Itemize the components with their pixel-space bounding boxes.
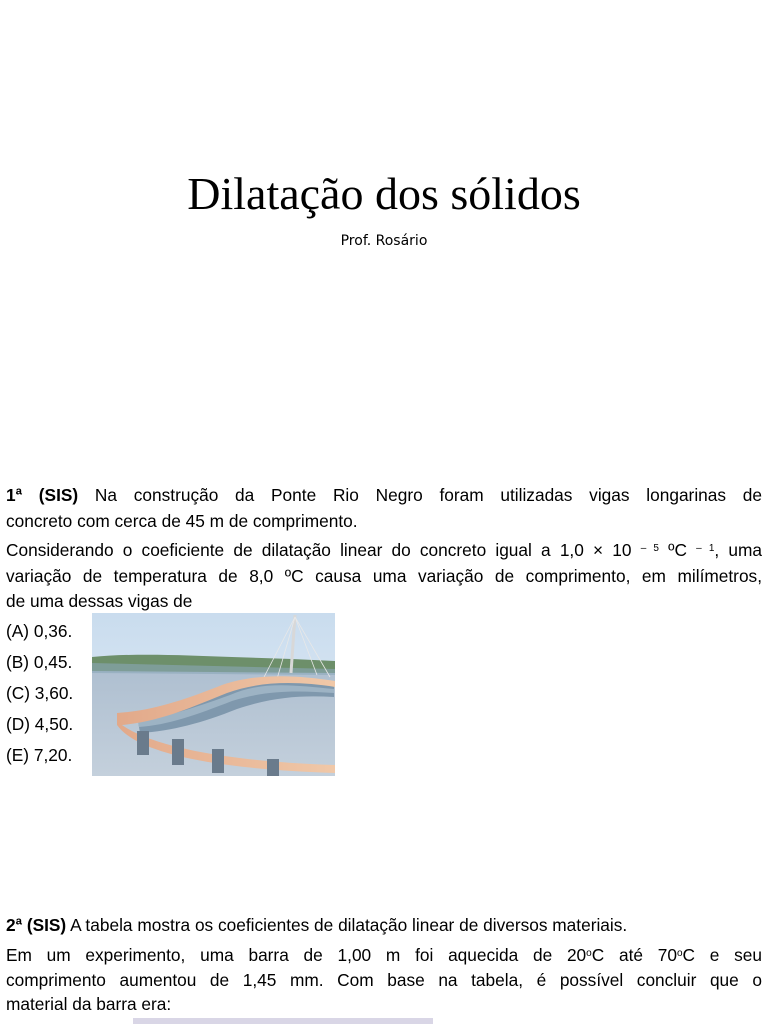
q1-context-line2: variação de temperatura de 8,0 ºC causa uma variação de comprimento, em milímetros, [6,566,762,586]
q1-source: (SIS) [38,485,79,505]
q2-degree-2: o [676,948,683,959]
q2-statement [6,912,762,938]
q1-context-line1 [6,537,762,563]
q1-context-b: ºC [668,540,687,560]
bridge-photo [92,613,335,776]
q2-context-line3: material da barra era: [6,994,172,1014]
q2-source: (SIS) [26,915,67,935]
option-c: (C) 3,60. [6,683,74,703]
q1-context-line3: de uma dessas vigas de [6,591,193,611]
q2-context-line1 [6,942,762,968]
q1-context-c: , uma [714,540,762,560]
q2-context-a: Em um experimento, uma barra de 1,00 m foi aquecida de 20 [6,945,587,965]
q1-statement [6,482,762,508]
q1-exponent-1: – 5 [640,543,659,554]
option-b: (B) 0,45. [6,652,73,672]
materials-table-top [133,1018,433,1024]
q2-context-c: C e seu [682,945,762,965]
q1-exponent-2: – 1 [696,543,715,554]
q1-context-a: Considerando o coeficiente de dilatação linear do concreto igual a 1,0 × 10 [6,540,632,560]
q2-text-line1: A tabela mostra os coeficientes de dilatação linear de diversos materiais. [70,915,628,935]
option-e: (E) 7,20. [6,745,73,765]
q1-options [6,616,73,771]
q2-degree-1: o [586,948,592,959]
q1-text-line1: Na construção da Ponte Rio Negro foram utilizadas vigas longarinas de [94,485,762,505]
q2-context-line2: comprimento aumentou de 1,45 mm. Com base na tabela, é possível concluir que o [6,970,762,990]
option-d: (D) 4,50. [6,714,74,734]
option-a: (A) 0,36. [6,621,73,641]
q2-number: 2ª [6,915,23,935]
author-name: Prof. Rosário [340,233,428,249]
q1-number: 1ª [6,485,23,505]
page-title: Dilatação dos sólidos [187,168,581,219]
q2-context-b: C até 70 [591,945,677,965]
q1-text-line2: concreto com cerca de 45 m de comprimento. [6,511,358,531]
